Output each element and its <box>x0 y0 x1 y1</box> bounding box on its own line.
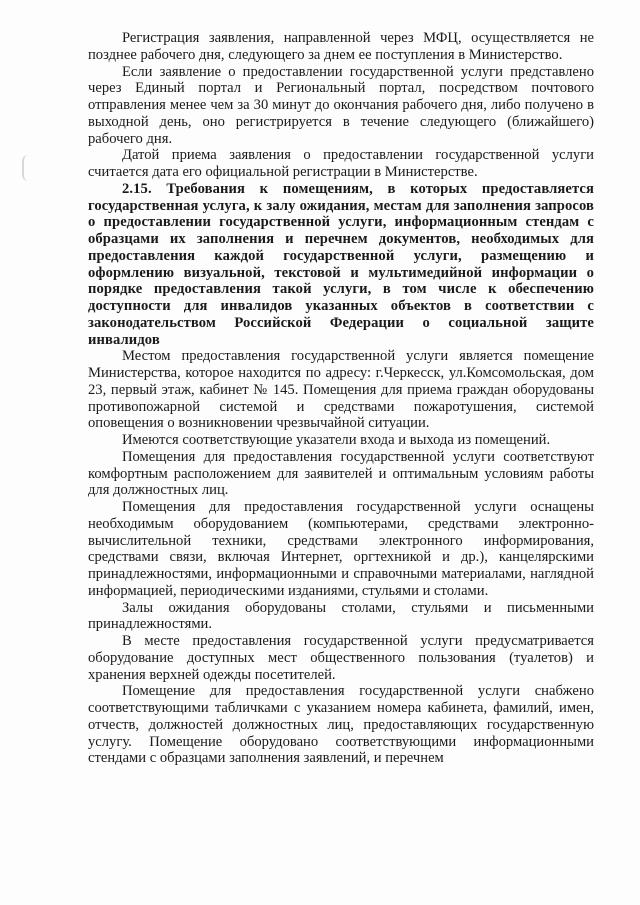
paragraph-public-facilities: В месте предоставления государственной услуги предусматривается оборудование доступных мест общественного пользования (туалетов) и хранения верхней одежды посетителей. <box>88 633 594 683</box>
paragraph-nameplates: Помещение для предоставления государственной услуги снабжено соответствующими табличками с указанием номера кабинета, фамилий, имен, отчеств, должностей должностных лиц, предоставляющих государственную услугу. Помещение оборудовано соответствующими информационными стендами с образцами заполнения заявлений, и перечнем <box>88 683 594 767</box>
paragraph-acceptance-date: Датой приема заявления о предоставлении государственной услуги считается дата его официальной регистрации в Министерстве. <box>88 147 594 180</box>
paragraph-waiting-halls: Залы ожидания оборудованы столами, стульями и письменными принадлежностями. <box>88 599 594 633</box>
page-body <box>88 30 594 767</box>
paragraph-registration-mfc: Регистрация заявления, направленной через МФЦ, осуществляется не позднее рабочего дня, следующего за днем ее поступления в Министерство. <box>88 30 594 63</box>
section-heading-2-15: 2.15. Требования к помещениям, в которых предоставляется государственная услуга, к залу ожидания, местам для заполнения запросов о предоставлении государственной услуги, информационным стендам с образцами их заполнения и перечнем документов, необходимых для предоставления каждой государственной услуги, размещению и оформлению визуальной, текстовой и мультимедийной информации о порядке предоставления такой услуги, в том числе к обеспечению доступности для инвалидов указанных объектов в соответствии с законодательством Российской Федерации о социальной защите инвалидов <box>88 180 594 348</box>
paragraph-equipment: Помещения для предоставления государственной услуги оснащены необходимым оборудованием (компьютерами, средствами электронно-вычислительной техники, средствами электронного информирования, средствами связи, включая Интернет, оргтехникой и др.), канцелярскими принадлежностями, информационными и справочными материалами, наглядной информацией, периодическими изданиями, стульями и столами. <box>88 499 594 599</box>
paragraph-service-location: Местом предоставления государственной услуги является помещение Министерства, которое находится по адресу: г.Черкесск, ул.Комсомольская, дом 23, первый этаж, кабинет № 145. Помещения для приема граждан оборудованы противопожарной системой и средствами пожаротушения, системой оповещения о возникновении чрезвычайной ситуации. <box>88 348 594 432</box>
scan-binding-mark <box>22 155 32 181</box>
paragraph-signage: Имеются соответствующие указатели входа и выхода из помещений. <box>122 432 551 448</box>
paragraph-registration-portal: Если заявление о предоставлении государственной услуги представлено через Единый портал и Региональный портал, посредством почтового отправления менее чем за 30 минут до окончания рабочего дня, либо получено в выходной день, оно регистрируется в течение следующего (ближайшего) рабочего дня. <box>88 63 594 147</box>
paragraph-comfort: Помещения для предоставления государственной услуги соответствуют комфортным расположением для заявителей и оптимальным условиям работы для должностных лиц. <box>88 448 594 499</box>
